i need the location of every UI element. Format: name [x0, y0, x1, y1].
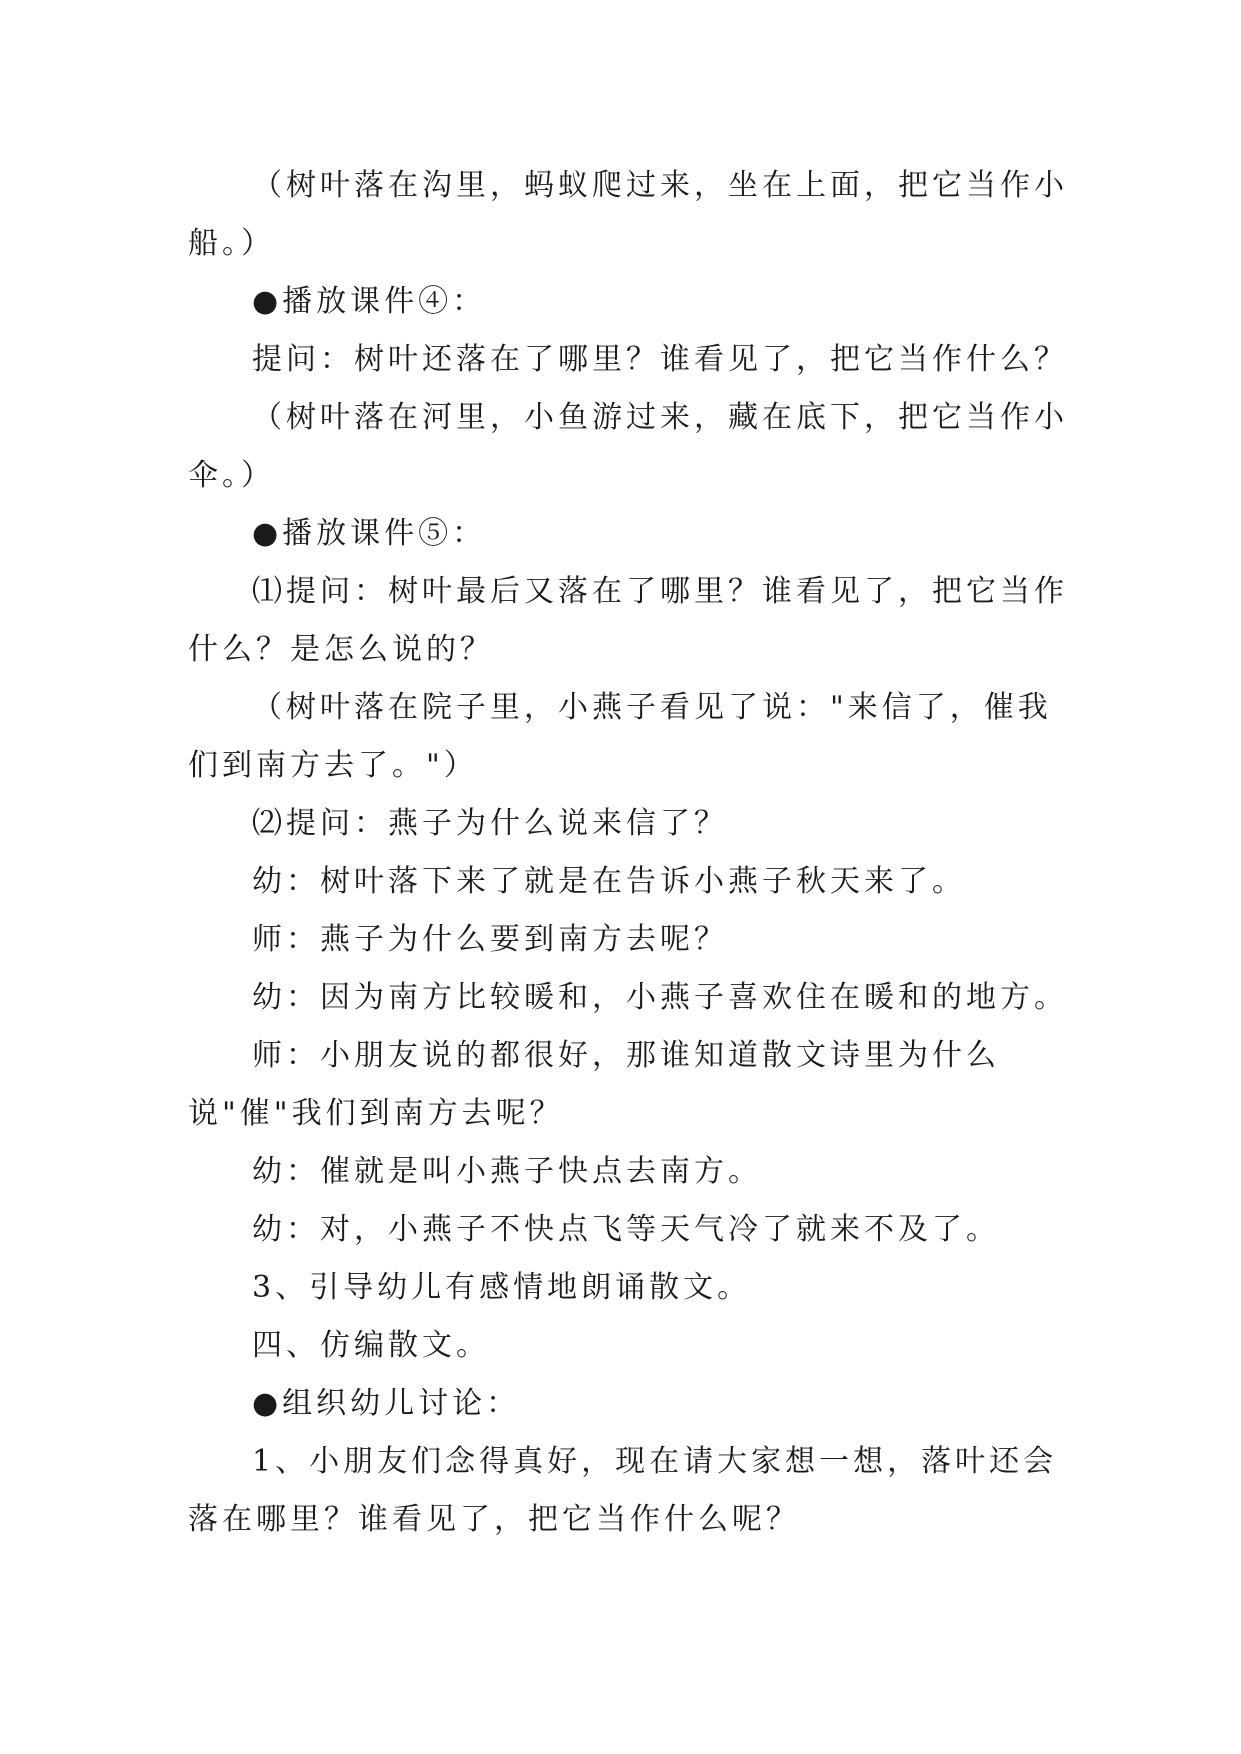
paragraph: 1、小朋友们念得真好，现在请大家想一想，落叶还会落在哪里？谁看见了，把它当作什么呢？	[188, 1444, 1058, 1537]
paragraph: 提问：树叶还落在了哪里？谁看见了，把它当作什么？	[252, 342, 1068, 377]
paragraph: ⑴提问：树叶最后又落在了哪里？谁看见了，把它当作什么？是怎么说的？	[188, 574, 1068, 667]
paragraph: 师：燕子为什么要到南方去呢？	[252, 922, 728, 957]
paragraph: 幼：因为南方比较暖和，小燕子喜欢住在暖和的地方。	[252, 980, 1068, 1015]
paragraph: ⑵提问：燕子为什么说来信了？	[252, 806, 728, 841]
paragraph: 四、仿编散文。	[252, 1328, 490, 1363]
paragraph: 3、引导幼儿有感情地朗诵散文。	[252, 1270, 752, 1305]
paragraph: （树叶落在河里，小鱼游过来，藏在底下，把它当作小伞。）	[188, 400, 1068, 493]
paragraph: （树叶落在沟里，蚂蚁爬过来，坐在上面，把它当作小船。）	[188, 168, 1068, 261]
paragraph: ●组织幼儿讨论：	[252, 1386, 521, 1421]
paragraph: 幼：对，小燕子不快点飞等天气冷了就来不及了。	[252, 1212, 1000, 1247]
paragraph: 师：小朋友说的都很好，那谁知道散文诗里为什么说"催"我们到南方去呢？	[188, 1038, 1000, 1131]
paragraph: ●播放课件④：	[252, 284, 487, 319]
paragraph: 幼：催就是叫小燕子快点去南方。	[252, 1154, 762, 1189]
paragraph: （树叶落在院子里，小燕子看见了说："来信了，催我们到南方去了。"）	[188, 690, 1052, 783]
paragraph: 幼：树叶落下来了就是在告诉小燕子秋天来了。	[252, 864, 966, 899]
paragraph: ●播放课件⑤：	[252, 516, 487, 551]
document-body	[188, 157, 1068, 1549]
